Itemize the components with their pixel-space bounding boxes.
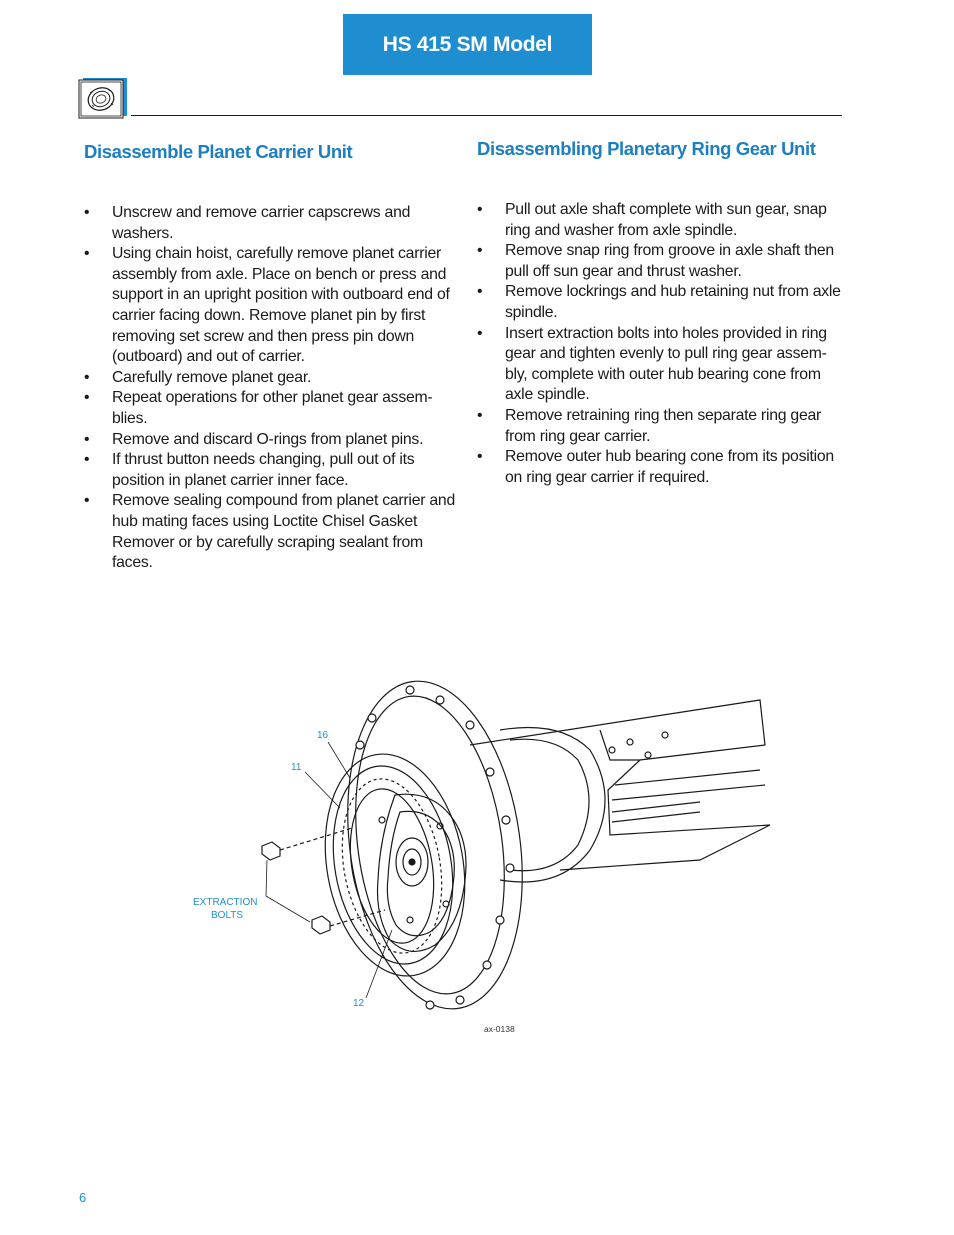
list-item: • Remove sealing compound from planet carrier and hub mating faces using Loctite Chisel Gasket Remover or by carefully scraping sealant from faces.: [84, 492, 455, 572]
callout-12: 12: [353, 998, 365, 1009]
planet-carrier-steps: [84, 203, 456, 574]
bearing-ring-icon: [75, 76, 131, 120]
list-item: • Insert extraction bolts into holes provided in ring gear and tighten evenly to pull ring gear assem-bly, complete with outer hub bearing cone from axle spindle.: [477, 324, 827, 404]
section-heading-ring-gear: Disassembling Planetary Ring Gear Unit: [477, 138, 816, 159]
list-item: • Remove retraining ring then separate ring gear from ring gear carrier.: [477, 406, 822, 445]
right-column: [477, 138, 845, 488]
ring-gear-steps: [477, 200, 845, 488]
list-item: • Carefully remove planet gear.: [84, 368, 312, 386]
callout-extraction-line1: EXTRACTION: [193, 897, 258, 908]
page-title-tab: [343, 14, 592, 75]
callout-16: 16: [317, 730, 329, 741]
list-item: • Repeat operations for other planet gear assem-blies.: [84, 389, 433, 427]
callout-11: 11: [291, 762, 302, 773]
list-item: • Using chain hoist, carefully remove planet carrier assembly from axle. Place on bench or press and support in an upright position with outboard end of carrier facing down. Remove planet pin by first removing set screw and then press pin down (outboard) and out of carrier.: [84, 245, 450, 366]
list-item: • Remove outer hub bearing cone from its position on ring gear carrier if required.: [477, 448, 834, 486]
page-number: 6: [79, 1190, 87, 1205]
list-item: • If thrust button needs changing, pull out of its position in planet carrier inner face.: [84, 451, 415, 489]
list-item: • Unscrew and remove carrier capscrews and washers.: [84, 204, 411, 242]
header-divider: [131, 115, 842, 116]
figure-code: ax-0138: [484, 1024, 515, 1034]
callout-extraction-line2: BOLTS: [211, 910, 244, 921]
list-item: • Remove lockrings and hub retaining nut from axle spindle.: [477, 283, 841, 321]
hub-assembly-illustration: [185, 670, 785, 1040]
left-column: [84, 138, 456, 574]
section-heading-planet-carrier: Disassemble Planet Carrier Unit: [84, 141, 353, 162]
list-item: • Remove snap ring from groove in axle shaft then pull off sun gear and thrust washer.: [477, 242, 834, 280]
list-item: • Remove and discard O-rings from planet pins.: [84, 430, 424, 448]
list-item: • Pull out axle shaft complete with sun gear, snap ring and washer from axle spindle.: [477, 201, 827, 239]
page-title: HS 415 SM Model: [382, 32, 553, 56]
